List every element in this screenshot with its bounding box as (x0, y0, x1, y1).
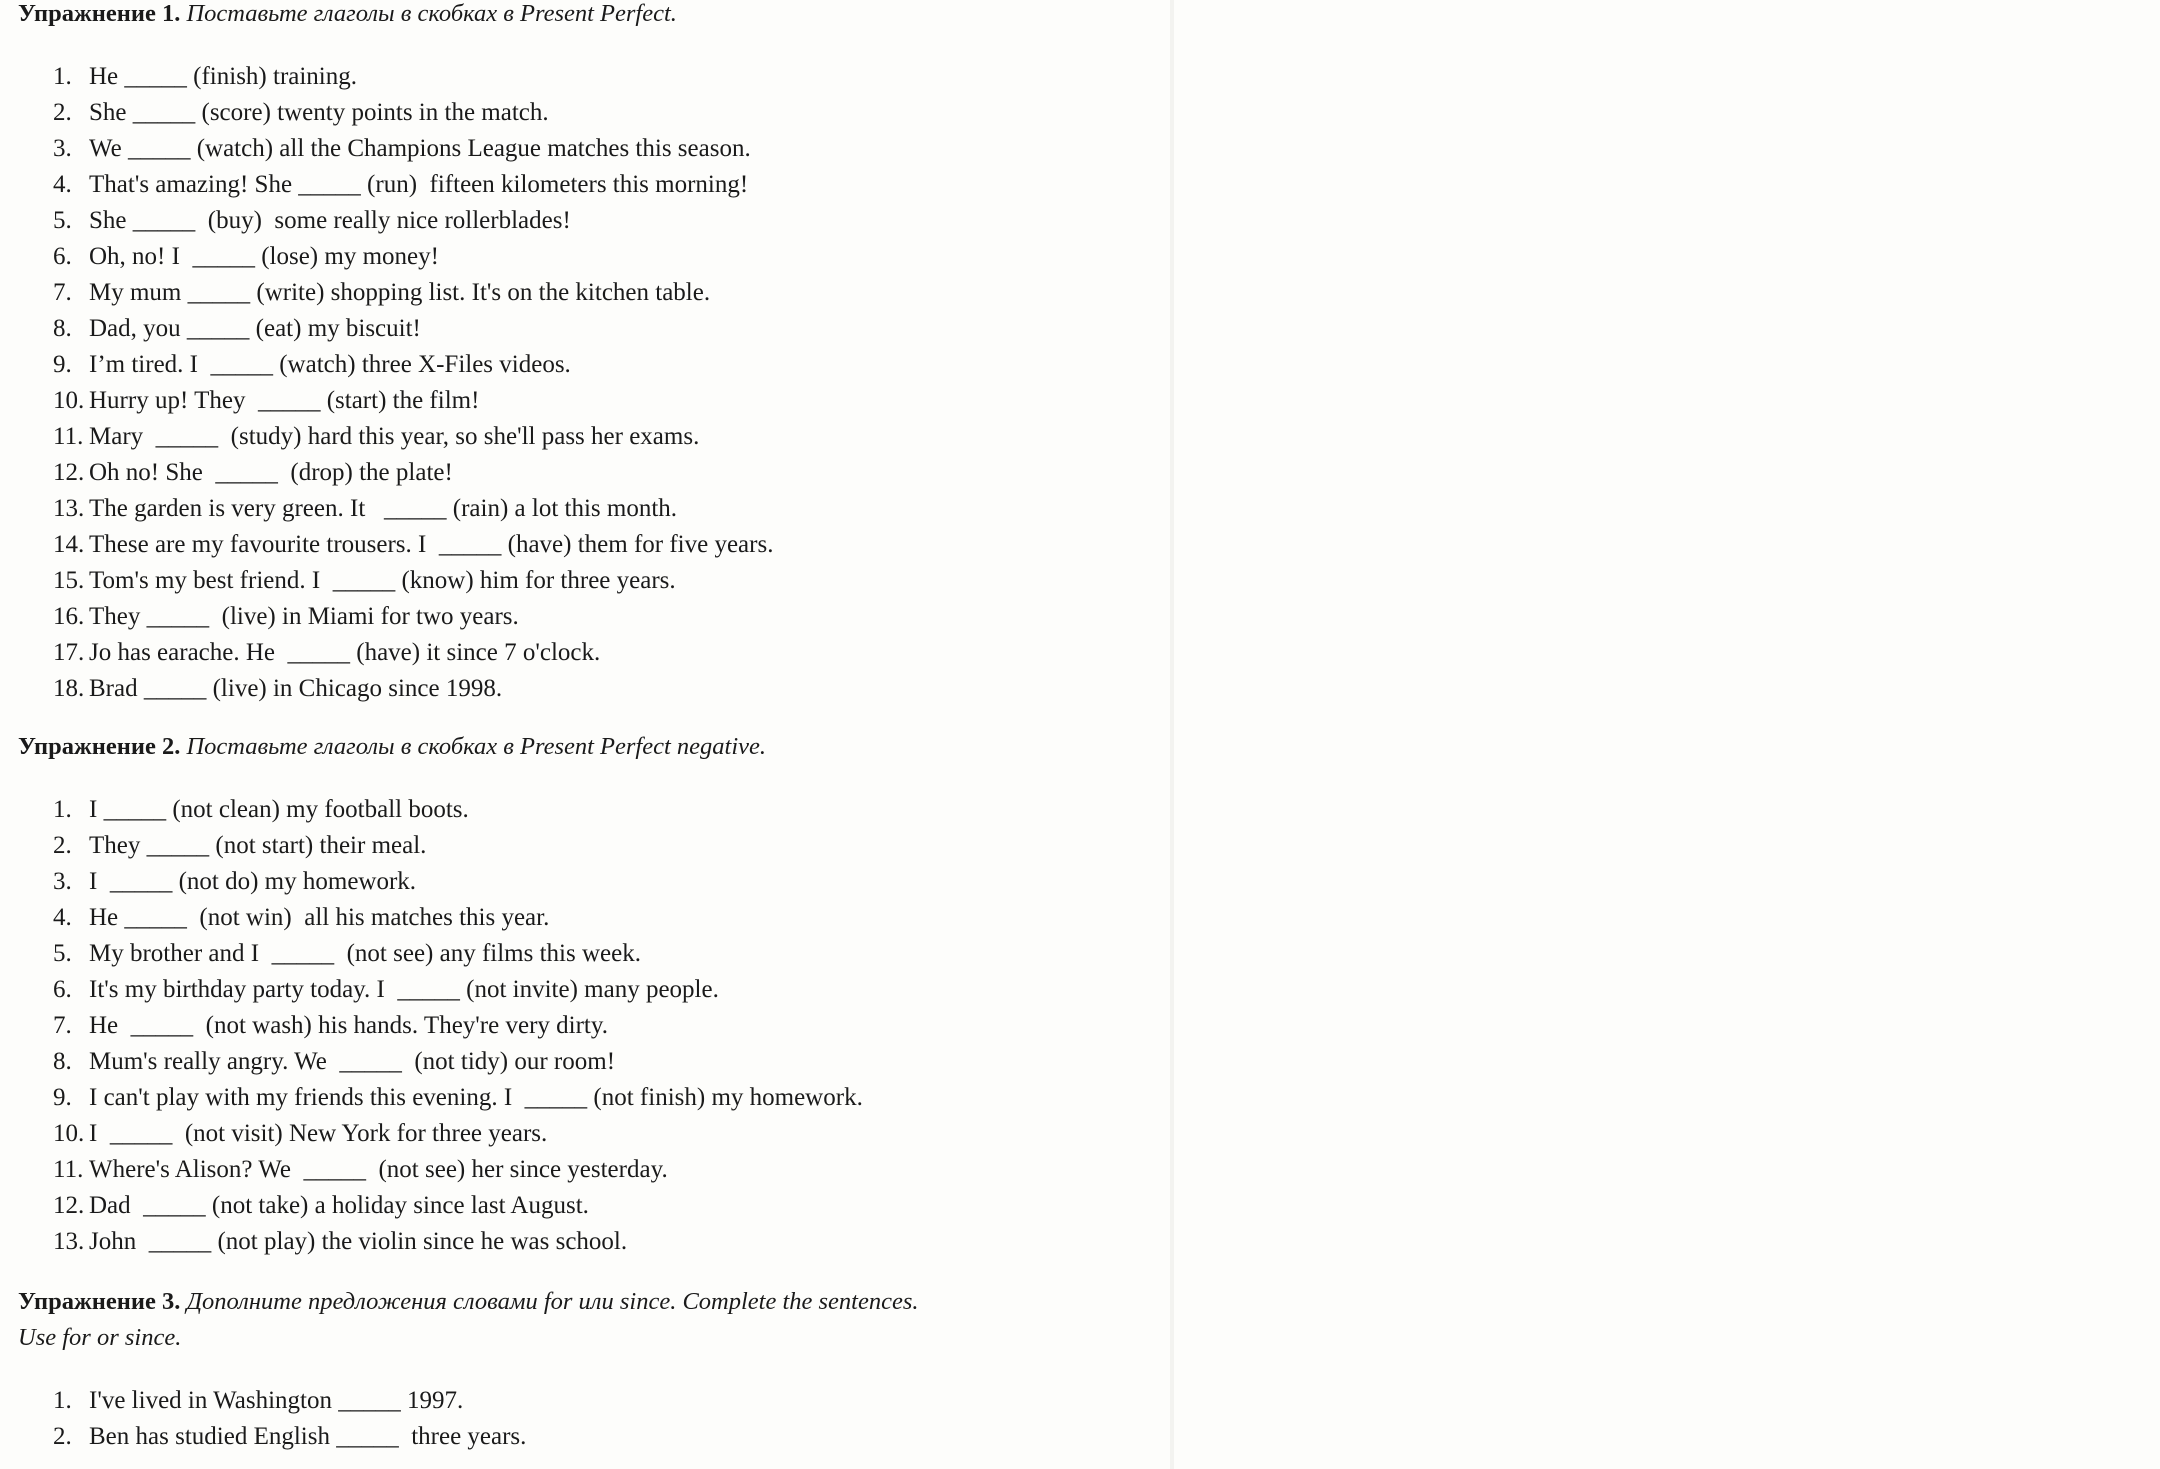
page-fold (1170, 0, 1174, 1469)
item-number: 13. (53, 1228, 85, 1255)
item-number: 3. (53, 135, 72, 162)
exercise-2-list (53, 792, 863, 1260)
exercise-2-title: Упражнение 2. (18, 733, 181, 760)
item-text: She _____ (score) twenty points in the match. (89, 99, 549, 126)
item-text: He _____ (not wash) his hands. They're very dirty. (89, 1012, 608, 1039)
exercise-1-item (53, 671, 773, 707)
exercise-1-item (53, 563, 773, 599)
item-text: Dad, you _____ (eat) my biscuit! (89, 315, 421, 342)
exercise-2-item (53, 1080, 863, 1116)
item-text: My brother and I _____ (not see) any films this week. (89, 940, 641, 967)
exercise-2-item (53, 1008, 863, 1044)
item-text: These are my favourite trousers. I _____ (have) them for five years. (89, 531, 774, 558)
item-text: It's my birthday party today. I _____ (not invite) many people. (89, 976, 719, 1003)
item-text: I’m tired. I _____ (watch) three X-Files videos. (89, 351, 571, 378)
exercise-2-item (53, 1152, 863, 1188)
item-text: We _____ (watch) all the Champions League matches this season. (89, 135, 751, 162)
item-text: The garden is very green. It _____ (rain) a lot this month. (89, 495, 678, 522)
item-number: 9. (53, 351, 72, 378)
exercise-1-item (53, 203, 773, 239)
item-number: 3. (53, 868, 72, 895)
exercise-1-item (53, 599, 773, 635)
exercise-2-heading (18, 731, 766, 763)
item-text: Oh no! She _____ (drop) the plate! (89, 459, 453, 486)
item-number: 7. (53, 279, 72, 306)
item-number: 8. (53, 1048, 72, 1075)
item-number: 1. (53, 1387, 72, 1414)
exercise-3-heading-line2 (18, 1322, 181, 1354)
item-number: 12. (53, 1192, 85, 1219)
item-number: 1. (53, 63, 72, 90)
exercise-3-title: Упражнение 3. (18, 1288, 181, 1315)
item-number: 5. (53, 940, 72, 967)
exercise-1-item (53, 311, 773, 347)
exercise-2-item (53, 936, 863, 972)
item-number: 11. (53, 423, 84, 450)
item-text: They _____ (not start) their meal. (89, 832, 427, 859)
item-number: 7. (53, 1012, 72, 1039)
item-text: Dad _____ (not take) a holiday since last August. (89, 1192, 589, 1219)
exercise-2-item (53, 828, 863, 864)
item-text: Oh, no! I _____ (lose) my money! (89, 243, 439, 270)
item-number: 6. (53, 976, 72, 1003)
item-number: 10. (53, 1120, 85, 1147)
exercise-1-item (53, 455, 773, 491)
item-text: That's amazing! She _____ (run) fifteen kilometers this morning! (89, 171, 749, 198)
item-number: 13. (53, 495, 85, 522)
item-number: 2. (53, 99, 72, 126)
item-text: He _____ (finish) training. (89, 63, 358, 90)
item-text: John _____ (not play) the violin since he was school. (89, 1228, 628, 1255)
exercise-1-item (53, 383, 773, 419)
item-number: 10. (53, 387, 85, 414)
exercise-1-title: Упражнение 1. (18, 0, 181, 27)
item-number: 6. (53, 243, 72, 270)
exercise-2-item (53, 900, 863, 936)
item-text: Mary _____ (study) hard this year, so she'll pass her exams. (89, 423, 700, 450)
item-number: 11. (53, 1156, 84, 1183)
item-text: Jo has earache. He _____ (have) it since 7 o'clock. (89, 639, 601, 666)
exercise-1-heading (18, 0, 677, 30)
item-text: I _____ (not clean) my football boots. (89, 796, 469, 823)
item-number: 15. (53, 567, 85, 594)
item-number: 2. (53, 1423, 72, 1450)
item-number: 16. (53, 603, 85, 630)
exercise-1-item (53, 95, 773, 131)
item-number: 5. (53, 207, 72, 234)
item-text: He _____ (not win) all his matches this year. (89, 904, 550, 931)
exercise-3-heading (18, 1286, 919, 1318)
exercise-1-item (53, 527, 773, 563)
item-text: Where's Alison? We _____ (not see) her since yesterday. (89, 1156, 668, 1183)
exercise-1-item (53, 347, 773, 383)
exercise-3-item (53, 1383, 526, 1419)
item-number: 14. (53, 531, 85, 558)
exercise-2-item (53, 1044, 863, 1080)
item-text: They _____ (live) in Miami for two years. (89, 603, 519, 630)
item-text: My mum _____ (write) shopping list. It's on the kitchen table. (89, 279, 711, 306)
exercise-1-item (53, 275, 773, 311)
exercise-3-list-part1 (53, 1383, 526, 1455)
item-text: I _____ (not do) my homework. (89, 868, 417, 895)
exercise-3-instruction: Дополните предложения словами for или since. Complete the sentences. (186, 1288, 919, 1315)
exercise-2-instruction: Поставьте глаголы в скобках в Present Perfect negative. (186, 733, 767, 760)
item-number: 1. (53, 796, 72, 823)
item-number: 18. (53, 675, 85, 702)
exercise-3-instruction-line2: Use for or since. (18, 1324, 182, 1351)
exercise-1-instruction: Поставьте глаголы в скобках в Present Perfect. (186, 0, 677, 27)
item-text: I've lived in Washington _____ 1997. (89, 1387, 464, 1414)
item-text: Hurry up! They _____ (start) the film! (89, 387, 480, 414)
item-number: 12. (53, 459, 85, 486)
exercise-1-item (53, 167, 773, 203)
item-number: 8. (53, 315, 72, 342)
exercise-1-item (53, 59, 773, 95)
item-text: I can't play with my friends this evening. I _____ (not finish) my homework. (89, 1084, 863, 1111)
exercise-2-item (53, 792, 863, 828)
exercise-2-item (53, 972, 863, 1008)
exercise-2-item (53, 1116, 863, 1152)
item-text: Ben has studied English _____ three years. (89, 1423, 527, 1450)
item-text: Brad _____ (live) in Chicago since 1998. (89, 675, 503, 702)
exercise-2-item (53, 1188, 863, 1224)
exercise-1-item (53, 419, 773, 455)
item-number: 9. (53, 1084, 72, 1111)
exercise-1-list (53, 59, 773, 707)
exercise-1-item (53, 239, 773, 275)
item-number: 17. (53, 639, 85, 666)
exercise-1-item (53, 491, 773, 527)
item-number: 4. (53, 171, 72, 198)
exercise-2-item (53, 1224, 863, 1260)
item-number: 2. (53, 832, 72, 859)
exercise-1-item (53, 635, 773, 671)
item-text: I _____ (not visit) New York for three years. (89, 1120, 548, 1147)
item-text: Tom's my best friend. I _____ (know) him for three years. (89, 567, 676, 594)
item-text: She _____ (buy) some really nice rollerblades! (89, 207, 571, 234)
exercise-1-item (53, 131, 773, 167)
item-text: Mum's really angry. We _____ (not tidy) our room! (89, 1048, 616, 1075)
item-number: 4. (53, 904, 72, 931)
exercise-3-item (53, 1419, 526, 1455)
exercise-2-item (53, 864, 863, 900)
